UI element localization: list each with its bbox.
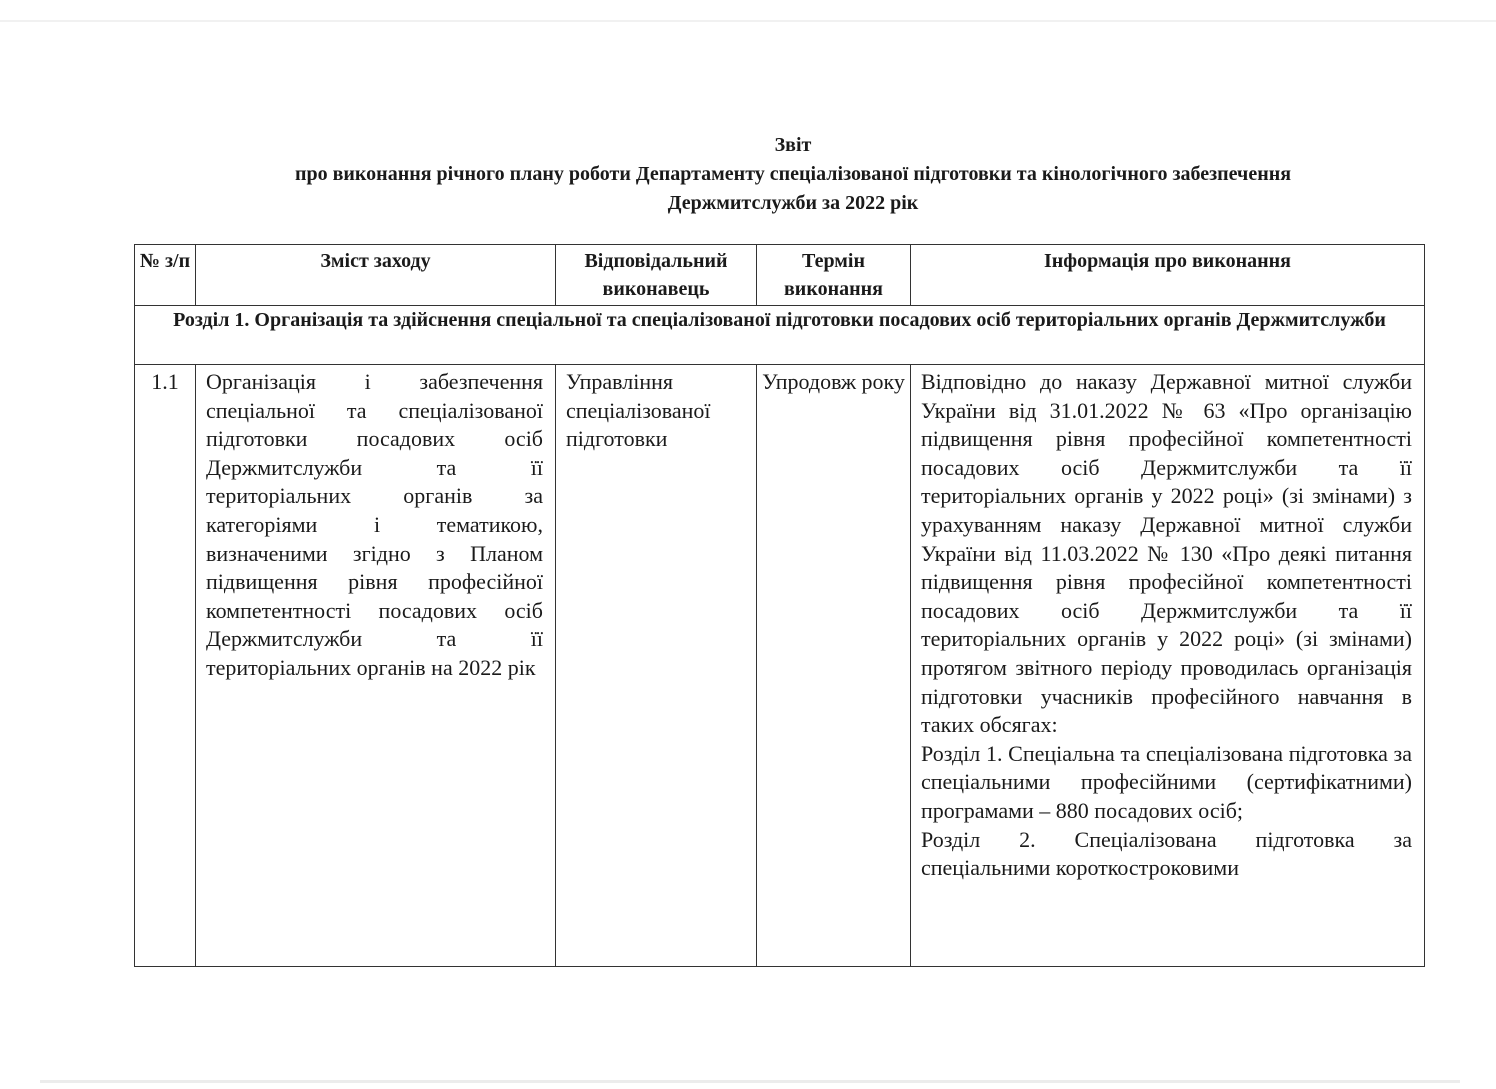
header-info: Інформація про виконання (911, 245, 1425, 306)
title-line-2: про виконання річного плану роботи Департаменту спеціалізованої підготовки та кінологічного забезпечення (294, 163, 1292, 185)
header-num: № з/п (135, 245, 196, 306)
document-title (0, 131, 1496, 218)
header-executor: Відповідальний виконавець (556, 245, 757, 306)
table-header-row (135, 245, 1425, 306)
row-term: Упродовж року (757, 365, 911, 967)
report-table (134, 244, 1425, 967)
title-line-3: Держмитслужби за 2022 рік (667, 192, 919, 214)
row-executor: Управління спеціалізованої підготовки (556, 365, 757, 967)
page-edge-top (0, 20, 1496, 22)
section-title: Розділ 1. Організація та здійснення спеціальної та спеціалізованої підготовки посадових осіб територіальних органів Держмитслужби (135, 306, 1425, 365)
info-paragraph-2: Розділ 1. Спеціальна та спеціалізована підготовка за спеціальними професійними (сертифікатними) програмами – 880 посадових осіб; (921, 740, 1412, 823)
info-paragraph-1: Відповідно до наказу Державної митної служби України від 31.01.2022 № 63 «Про організацію підвищення рівня професійної компетентності посадових осіб Держмитслужби та її територіальних органів у 2022 році» (зі змінами) з урахуванням наказу Державної митної служби України від 11.03.2022 № 130 «Про деякі питання підвищення рівня професійної компетентності посадових осіб Держмитслужби та її територіальних органів у 2022 році» (зі змінами) протягом звітного періоду проводилась організація підготовки учасників професійного навчання в таких обсягах: (921, 369, 1412, 738)
row-info (911, 365, 1425, 967)
row-num: 1.1 (135, 365, 196, 967)
table-row (135, 365, 1425, 967)
section-row (135, 306, 1425, 365)
title-line-1: Звіт (774, 134, 812, 156)
header-term: Термін виконання (757, 245, 911, 306)
info-paragraph-3: Розділ 2. Спеціалізована підготовка за спеціальними короткостроковими (921, 826, 1412, 881)
row-content: Організація і забезпечення спеціальної та спеціалізованої підготовки посадових осіб Держмитслужби та її територіальних органів за категоріями і тематикою, визначеними згідно з Планом підвищення рівня професійної компетентності посадових осіб Держмитслужби та її територіальних органів на 2022 рік (196, 365, 556, 967)
header-content: Зміст заходу (196, 245, 556, 306)
page-edge-bottom (40, 1080, 1460, 1083)
